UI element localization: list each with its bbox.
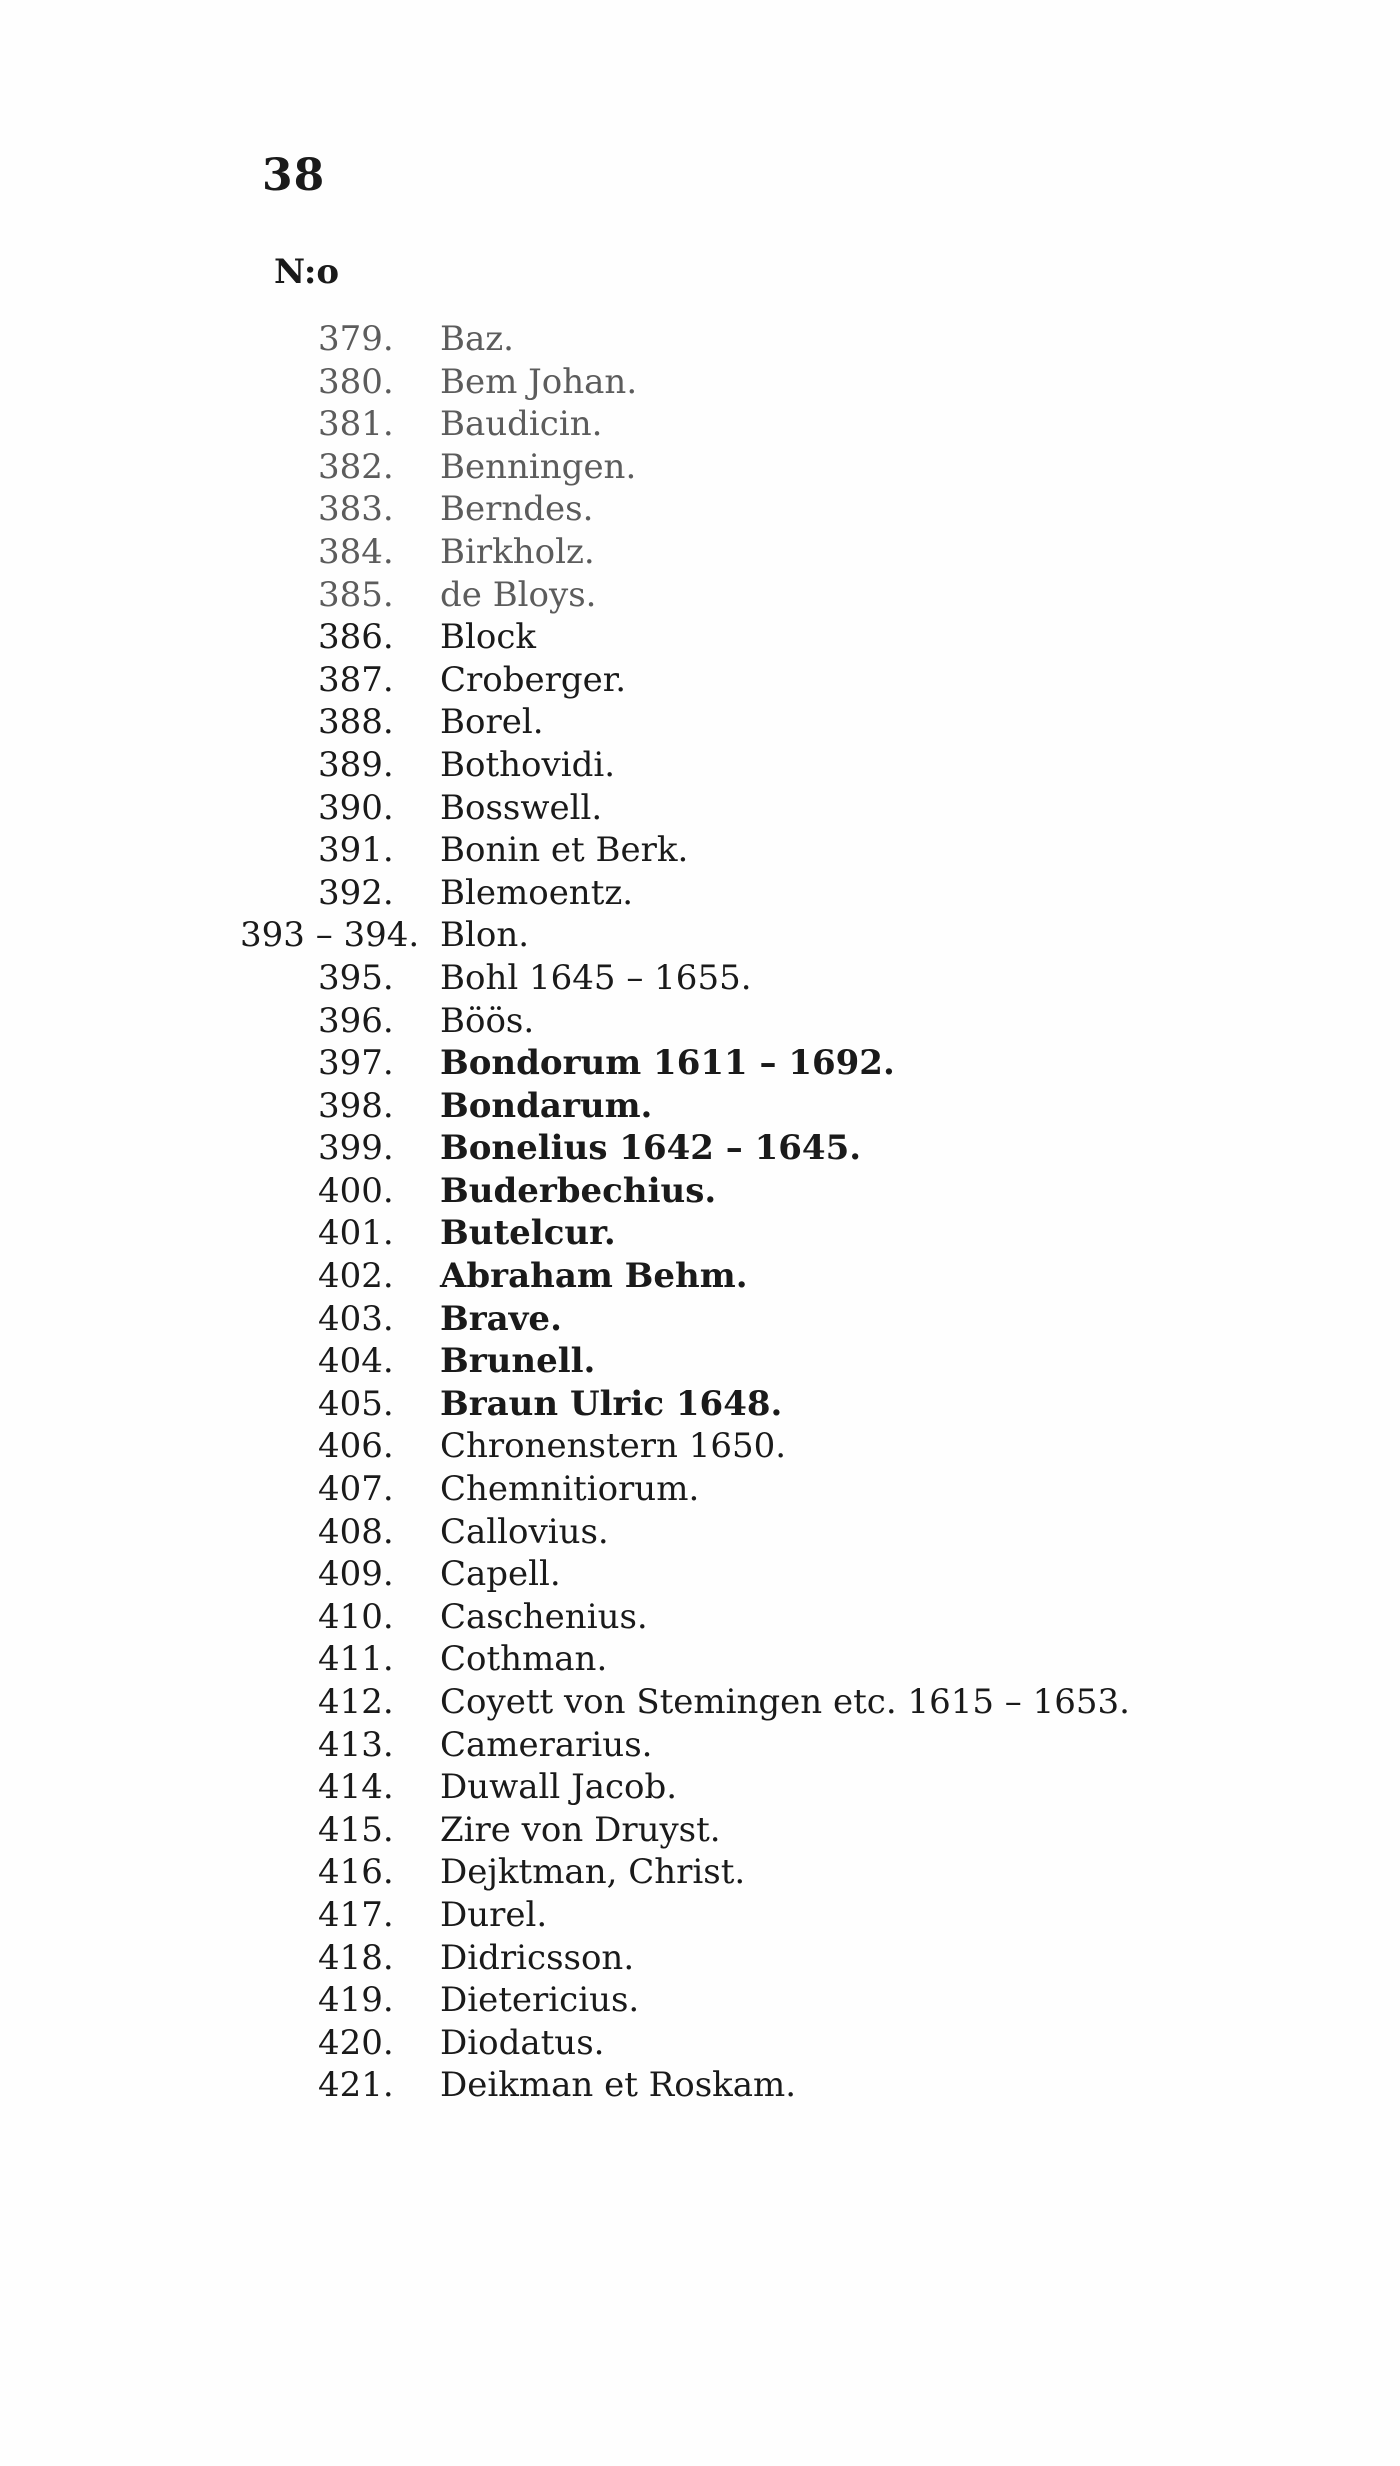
- entry-number: 414.: [318, 1767, 394, 1808]
- entry-name: Dejktman, Christ.: [440, 1852, 746, 1893]
- list-item: [0, 1724, 1400, 1767]
- list-item: [0, 787, 1400, 830]
- entry-name: Dietericius.: [440, 1980, 640, 2021]
- list-item: [0, 574, 1400, 617]
- entry-number: 397.: [318, 1043, 394, 1084]
- entry-name: Brave.: [440, 1298, 562, 1339]
- entry-number: 385.: [318, 574, 394, 615]
- entry-name: Borel.: [440, 702, 544, 743]
- list-item: [0, 1766, 1400, 1809]
- list-item: [0, 914, 1400, 957]
- list-item: [0, 1553, 1400, 1596]
- entry-name: Berndes.: [440, 489, 594, 530]
- list-item: [0, 1894, 1400, 1937]
- list-item: [0, 1042, 1400, 1085]
- entry-name: Chronenstern 1650.: [440, 1426, 787, 1467]
- entry-name: Bem Johan.: [440, 361, 638, 402]
- entry-number: 383.: [318, 489, 394, 530]
- list-item: [0, 829, 1400, 872]
- entry-name: Bonin et Berk.: [440, 830, 689, 871]
- entry-number: 402.: [318, 1256, 394, 1297]
- entry-number: 419.: [318, 1980, 394, 2021]
- entry-name: Durel.: [440, 1894, 548, 1935]
- entry-name: Camerarius.: [440, 1724, 653, 1765]
- entry-name: de Bloys.: [440, 574, 597, 615]
- entry-name: Benningen.: [440, 446, 637, 487]
- list-item: [0, 1979, 1400, 2022]
- list-item: [0, 1383, 1400, 1426]
- entry-number: 392.: [318, 872, 394, 913]
- entry-number: 407.: [318, 1469, 394, 1510]
- entry-name: Didricsson.: [440, 1937, 635, 1978]
- entry-number: 420.: [318, 2022, 394, 2063]
- entry-name: Coyett von Stemingen etc. 1615 – 1653.: [440, 1682, 1130, 1722]
- entry-number: 380.: [318, 361, 394, 402]
- entry-name: Braun Ulric 1648.: [440, 1383, 783, 1424]
- entry-name: Capell.: [440, 1554, 561, 1595]
- list-item: [0, 1681, 1400, 1724]
- entry-number: 389.: [318, 744, 394, 785]
- list-item: [0, 1085, 1400, 1128]
- entry-name: Baudicin.: [440, 404, 603, 445]
- entry-name: Baz.: [440, 319, 514, 359]
- entry-number: 416.: [318, 1852, 394, 1893]
- entry-number: 403.: [318, 1298, 394, 1339]
- entry-name: Bondorum 1611 – 1692.: [440, 1043, 895, 1084]
- entry-name: Cothman.: [440, 1639, 608, 1680]
- entry-number: 382.: [318, 446, 394, 487]
- list-item: [0, 318, 1400, 361]
- page-number: 38: [262, 150, 326, 201]
- entry-name: Block: [440, 617, 536, 658]
- list-item: [0, 1000, 1400, 1043]
- entry-number: 381.: [318, 404, 394, 445]
- entry-number: 379.: [318, 319, 394, 359]
- list-item: [0, 1298, 1400, 1341]
- entry-number: 408.: [318, 1511, 394, 1552]
- list-item: [0, 1638, 1400, 1681]
- entry-number: 417.: [318, 1894, 394, 1935]
- list-item: [0, 659, 1400, 702]
- entry-name: Zire von Druyst.: [440, 1809, 721, 1850]
- list-item: [0, 446, 1400, 489]
- entry-number: 384.: [318, 531, 394, 572]
- entry-number: 390.: [318, 787, 394, 828]
- column-header: N:o: [274, 252, 340, 292]
- entry-name: Brunell.: [440, 1341, 596, 1382]
- list-item: [0, 744, 1400, 787]
- entry-number: 409.: [318, 1554, 394, 1595]
- entry-number: 400.: [318, 1170, 394, 1211]
- list-item: [0, 701, 1400, 744]
- list-item: [0, 1937, 1400, 1980]
- list-item: [0, 1170, 1400, 1213]
- entry-name: Croberger.: [440, 659, 627, 700]
- entry-number: 413.: [318, 1724, 394, 1765]
- list-item: [0, 531, 1400, 574]
- entry-name: Blemoentz.: [440, 872, 634, 913]
- list-item: [0, 957, 1400, 1000]
- entry-name: Bothovidi.: [440, 744, 616, 785]
- list-item: [0, 403, 1400, 446]
- list-item: [0, 1127, 1400, 1170]
- entry-name: Birkholz.: [440, 531, 595, 572]
- list-item: [0, 616, 1400, 659]
- entry-number: 404.: [318, 1341, 394, 1382]
- entry-name: Diodatus.: [440, 2022, 605, 2063]
- entry-number: 398.: [318, 1085, 394, 1126]
- entry-number: 415.: [318, 1809, 394, 1850]
- entry-name: Abraham Behm.: [440, 1256, 748, 1297]
- entry-number: 396.: [318, 1000, 394, 1041]
- entry-number: 412.: [318, 1682, 394, 1722]
- entry-name: Bonelius 1642 – 1645.: [440, 1128, 862, 1169]
- entry-name: Callovius.: [440, 1511, 609, 1552]
- entry-number: 388.: [318, 702, 394, 743]
- list-item: [0, 1255, 1400, 1298]
- entry-name: Deikman et Roskam.: [440, 2065, 797, 2106]
- entry-name: Buderbechius.: [440, 1170, 717, 1211]
- entry-name: Böös.: [440, 1000, 535, 1041]
- list-item: [0, 488, 1400, 531]
- list-item: [0, 361, 1400, 404]
- list-item: [0, 1851, 1400, 1894]
- list-item: [0, 2064, 1400, 2107]
- entry-number: 387.: [318, 659, 394, 700]
- entry-name: Bondarum.: [440, 1085, 653, 1126]
- entry-number: 406.: [318, 1426, 394, 1467]
- entry-number: 391.: [318, 830, 394, 871]
- list-item: [0, 1809, 1400, 1852]
- entry-name: Blon.: [440, 915, 530, 956]
- entry-number: 410.: [318, 1596, 394, 1637]
- entry-list: [0, 318, 1400, 2107]
- entry-number: 393 – 394.: [240, 915, 420, 956]
- list-item: [0, 2022, 1400, 2065]
- entry-number: 386.: [318, 617, 394, 658]
- entry-name: Bohl 1645 – 1655.: [440, 957, 752, 998]
- list-item: [0, 1596, 1400, 1639]
- entry-number: 395.: [318, 957, 394, 998]
- list-item: [0, 872, 1400, 915]
- entry-number: 401.: [318, 1213, 394, 1254]
- entry-name: Butelcur.: [440, 1213, 616, 1254]
- entry-number: 405.: [318, 1383, 394, 1424]
- entry-name: Bosswell.: [440, 787, 603, 828]
- list-item: [0, 1511, 1400, 1554]
- list-item: [0, 1425, 1400, 1468]
- entry-name: Chemnitiorum.: [440, 1469, 700, 1510]
- entry-number: 421.: [318, 2065, 394, 2106]
- entry-number: 399.: [318, 1128, 394, 1169]
- entry-number: 418.: [318, 1937, 394, 1978]
- entry-name: Duwall Jacob.: [440, 1767, 678, 1808]
- list-item: [0, 1468, 1400, 1511]
- list-item: [0, 1340, 1400, 1383]
- list-item: [0, 1212, 1400, 1255]
- entry-name: Caschenius.: [440, 1596, 648, 1637]
- entry-number: 411.: [318, 1639, 394, 1680]
